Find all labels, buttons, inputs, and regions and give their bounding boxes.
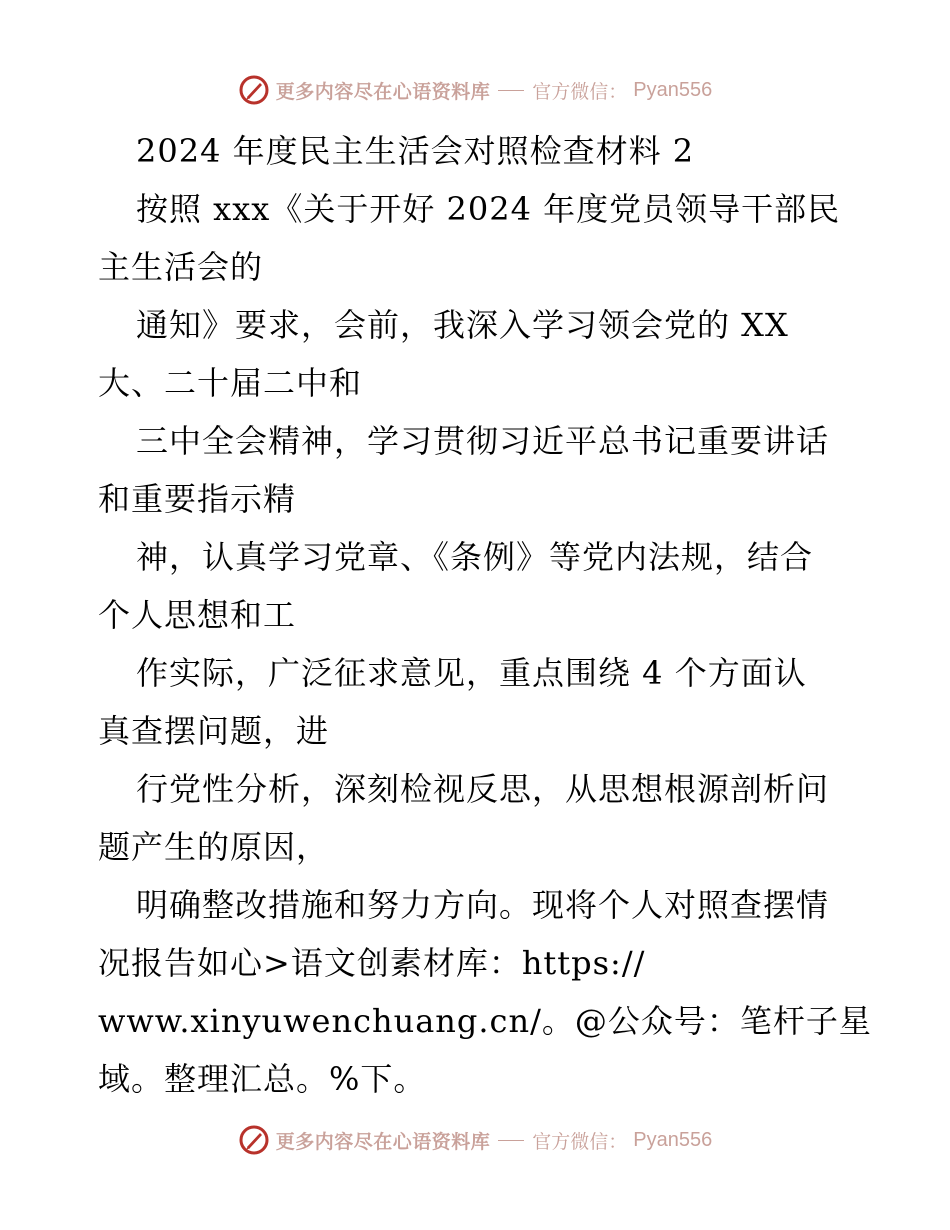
paragraph-line: www.xinyuwenchuang.cn/。@公众号：笔杆子星	[98, 1002, 872, 1040]
watermark-divider	[498, 1140, 524, 1141]
paragraph-line: 大、二十届二中和	[98, 364, 363, 402]
paragraph-line: 域。整理汇总。%下。	[98, 1060, 427, 1098]
paragraph-line: 神，认真学习党章、《条例》等党内法规，结合	[136, 538, 814, 576]
paragraph-line: 主生活会的	[98, 248, 264, 286]
paragraph-line: 和重要指示精	[98, 480, 297, 518]
document-title: 2024 年度民主生活会对照检查材料 2	[136, 132, 695, 170]
quill-seal-icon	[238, 1124, 270, 1156]
watermark-wechat-label: 官方微信：	[532, 80, 628, 103]
watermark-wechat-id: Pyan556	[633, 1128, 713, 1151]
quill-seal-icon	[238, 74, 270, 106]
header-watermark	[0, 70, 950, 110]
paragraph-line: 明确整改措施和努力方向。现将个人对照查摆情	[136, 886, 830, 924]
paragraph-line: 三中全会精神，学习贯彻习近平总书记重要讲话	[136, 422, 830, 460]
paragraph-line: 个人思想和工	[98, 596, 297, 634]
watermark-divider	[498, 90, 524, 91]
paragraph-line: 按照 xxx《关于开好 2024 年度党员领导干部民	[136, 190, 841, 228]
watermark-text: 更多内容尽在心语资料库	[275, 1130, 491, 1153]
footer-watermark	[0, 1120, 950, 1160]
watermark-wechat-id: Pyan556	[633, 78, 713, 101]
paragraph-line: 通知》要求，会前，我深入学习领会党的 XX	[136, 306, 789, 344]
watermark-text: 更多内容尽在心语资料库	[275, 80, 491, 103]
paragraph-line: 况报告如心>语文创素材库：https://	[98, 944, 646, 982]
paragraph-line: 作实际，广泛征求意见，重点围绕 4 个方面认	[136, 654, 807, 692]
paragraph-line: 行党性分析，深刻检视反思，从思想根源剖析问	[136, 770, 830, 808]
paragraph-line: 真查摆问题，进	[98, 712, 330, 750]
document-body	[98, 122, 872, 1108]
watermark-wechat-label: 官方微信：	[532, 1130, 628, 1153]
paragraph-line: 题产生的原因，	[98, 828, 330, 866]
